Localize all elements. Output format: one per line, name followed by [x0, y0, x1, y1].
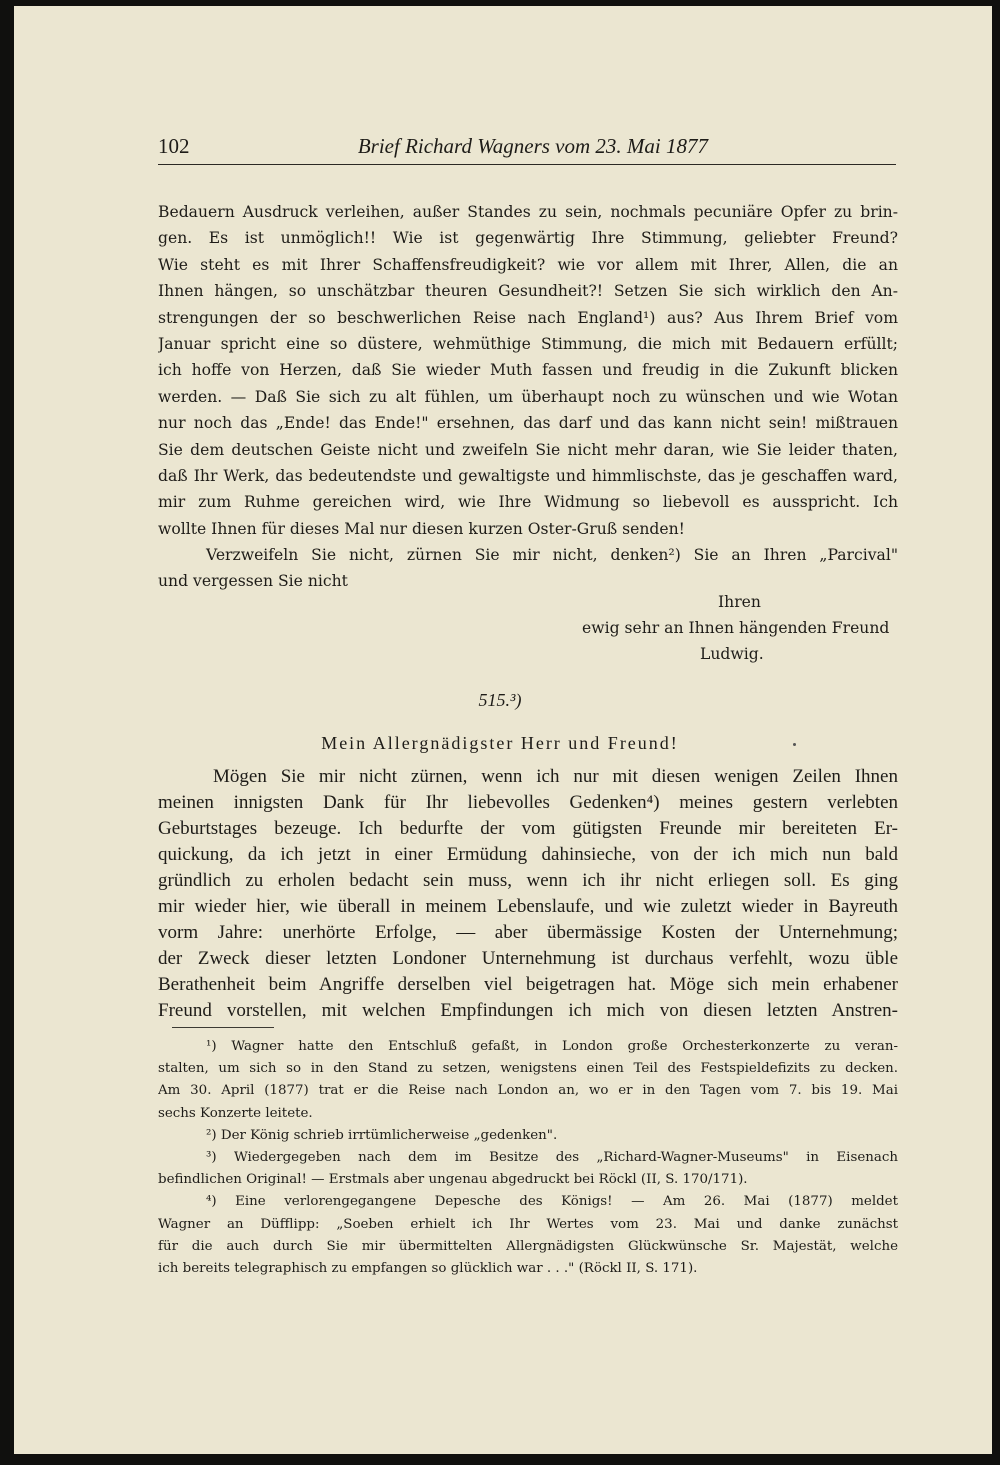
footnote-line: ¹) Wagner hatte den Entschluß gefaßt, in London große Orchesterkonzerte zu veran-: [206, 1039, 898, 1054]
closing-line: Ihren: [718, 593, 761, 611]
page-header: [158, 134, 896, 165]
letter-line: mir wieder hier, wie überall in meinem Lebenslaufe, und wie zuletzt wieder in Bayreuth: [158, 896, 898, 917]
letter-line: Wie steht es mit Ihrer Schaffensfreudigkeit? wie vor allem mit Ihrer, Allen, die an: [158, 255, 898, 274]
letter-line: Bedauern Ausdruck verleihen, außer Standes zu sein, nochmals pecuniäre Opfer zu brin-: [158, 203, 898, 221]
letter-line: daß Ihr Werk, das bedeutendste und gewaltigste und himmlischste, das je geschaffen ward,: [158, 466, 898, 485]
letter-line: ich hoffe von Herzen, daß Sie wieder Muth fassen und freudig in die Zukunft blicken: [158, 361, 898, 380]
letter-line: strengungen der so beschwerlichen Reise nach England¹) aus? Aus Ihrem Brief vom: [158, 308, 898, 327]
letter-line: Mögen Sie mir nicht zürnen, wenn ich nur mit diesen wenigen Zeilen Ihnen: [213, 766, 898, 787]
footnote-line: ²) Der König schrieb irrtümlicherweise „gedenken".: [206, 1127, 558, 1143]
footnote-line: für die auch durch Sie mir übermittelten Allergnädigsten Glückwünsche Sr. Majestät, welche: [158, 1238, 898, 1254]
salutation: Mein Allergnädigster Herr und Freund!: [321, 733, 679, 753]
letter-body: [158, 764, 898, 1024]
letter-line: Verzweifeln Sie nicht, zürnen Sie mir nicht, denken²) Sie an Ihren „Parcival": [206, 546, 898, 565]
letter-line: quickung, da ich jetzt in einer Ermüdung dahinsieche, von der ich mich nun bald: [158, 844, 898, 865]
letter-line: vorm Jahre: unerhörte Erfolge, — aber übermässige Kosten der Unternehmung;: [158, 922, 898, 943]
footnote-line: ich bereits telegraphisch zu empfangen so glücklich war . . ." (Röckl II, S. 171).: [158, 1260, 698, 1276]
footnote-line: Wagner an Düfflipp: „Soeben erhielt ich Ihr Wertes vom 23. Mai und danke zunächst: [158, 1216, 898, 1232]
footnote-line: befindlichen Original! — Erstmals aber ungenau abgedruckt bei Röckl (II, S. 170/171).: [158, 1172, 748, 1188]
footnote-line: Am 30. April (1877) trat er die Reise nach London an, wo er in den Tagen vom 7. bis 19. Mai: [158, 1083, 898, 1099]
speck: [793, 743, 796, 746]
letter-line: werden. — Daß Sie sich zu alt fühlen, um überhaupt noch zu wünschen und wie Wotan: [158, 387, 898, 406]
letter-line: wollte Ihnen für dieses Mal nur diesen kurzen Oster-Gruß senden!: [158, 519, 685, 538]
letter-line: Januar spricht eine so düstere, wehmüthige Stimmung, die mich mit Bedauern erfüllt;: [158, 334, 898, 353]
footnote-line: ³) Wiedergegeben nach dem im Besitze des „Richard-Wagner-Museums" in Eisenach: [206, 1149, 898, 1165]
letter-line: nur noch das „Ende! das Ende!" ersehnen, das darf und das kann nicht sein! mißtrauen: [158, 414, 898, 433]
continued-letter: [158, 199, 898, 595]
letter-number: 515.³): [478, 690, 522, 710]
letter-line: gen. Es ist unmöglich!! Wie ist gegenwärtig Ihre Stimmung, geliebter Freund?: [158, 229, 898, 248]
letter-line: Ihnen hängen, so unschätzbar theuren Gesundheit?! Setzen Sie sich wirklich den An-: [158, 282, 898, 301]
letter-line: der Zweck dieser letzten Londoner Unternehmung ist durchaus verfehlt, wozu üble: [158, 948, 898, 969]
closing-line: ewig sehr an Ihnen hängenden Freund: [582, 619, 890, 637]
signature: Ludwig.: [700, 645, 764, 663]
page-number: 102: [158, 134, 190, 158]
footnote-divider: [172, 1027, 274, 1028]
footnote-line: ⁴) Eine verlorengegangene Depesche des Königs! — Am 26. Mai (1877) meldet: [206, 1194, 898, 1210]
footnote-line: stalten, um sich so in den Stand zu setzen, wenigstens einen Teil des Festspieldefizits zu decken.: [158, 1061, 898, 1077]
letter-line: gründlich zu erholen bedacht sein muss, wenn ich ihr nicht erliegen soll. Es ging: [158, 870, 898, 891]
letter-line: Sie dem deutschen Geiste nicht und zweifeln Sie nicht mehr daran, wie Sie leider thaten,: [158, 440, 898, 459]
footnotes: [158, 1036, 898, 1280]
letter-line: und vergessen Sie nicht: [158, 572, 348, 591]
running-title: Brief Richard Wagners vom 23. Mai 1877: [357, 134, 708, 158]
footnote-line: sechs Konzerte leitete.: [158, 1105, 313, 1121]
letter-line: Freund vorstellen, mit welchen Empfindungen ich mich von diesen letzten Anstren-: [158, 1000, 898, 1021]
letter-line: Geburtstages bezeuge. Ich bedurfte der vom gütigsten Freunde mir bereiteten Er-: [158, 818, 898, 839]
letter-line: mir zum Ruhme gereichen wird, wie Ihre Widmung so liebevoll es ausspricht. Ich: [158, 493, 898, 512]
letter-line: meinen innigsten Dank für Ihr liebevolles Gedenken⁴) meines gestern verlebten: [158, 792, 898, 813]
letter-line: Berathenheit beim Angriffe derselben viel beigetragen hat. Möge sich mein erhabener: [158, 974, 898, 995]
